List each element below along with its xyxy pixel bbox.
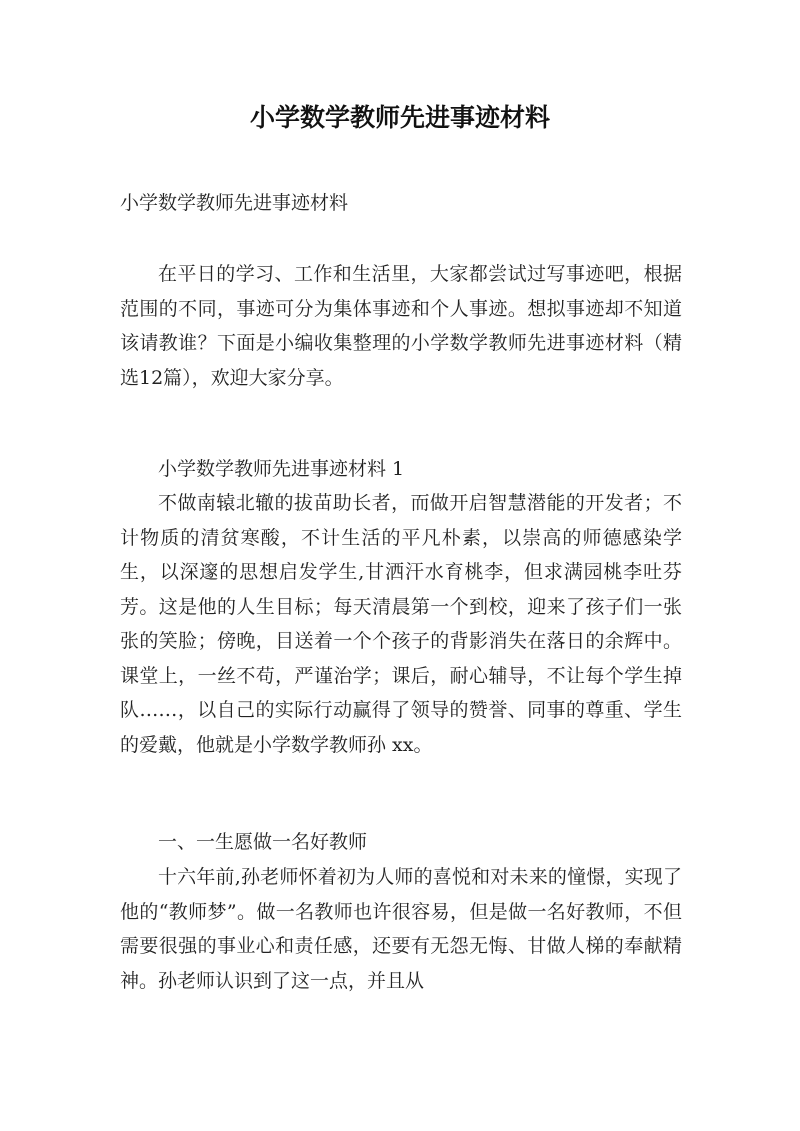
- intro-paragraph: 在平日的学习、工作和生活里，大家都尝试过写事迹吧，根据范围的不同，事迹可分为集体事迹和个人事迹。想拟事迹却不知道该请教谁？下面是小编收集整理的小学数学教师先进事迹材料（精选12篇），欢迎大家分享。: [120, 263, 682, 389]
- document-subtitle: 小学数学教师先进事迹材料: [120, 192, 349, 214]
- subsection-paragraph: 十六年前,孙老师怀着初为人师的喜悦和对未来的憧憬，实现了他的“教师梦”。做一名教师也许很容易，但是做一名好教师，不但需要很强的事业心和责任感，还要有无怨无悔、甘做人梯的奉献精神。孙老师认识到了这一点，并且从: [120, 866, 682, 992]
- subsection-heading: 一、一生愿做一名好教师: [158, 831, 368, 853]
- document-title: 小学数学教师先进事迹材料: [249, 103, 550, 132]
- section-paragraph: 不做南辕北辙的拔苗助长者，而做开启智慧潜能的开发者；不计物质的清贫寒酸，不计生活的平凡朴素，以崇高的师德感染学生，以深邃的思想启发学生,甘洒汗水育桃李，但求满园桃李吐芬芳。这是他的人生目标；每天清晨第一个到校，迎来了孩子们一张张的笑脸；傍晚，目送着一个个孩子的背影消失在落日的余辉中。课堂上，一丝不苟，严谨治学；课后，耐心辅导，不让每个学生掉队……，以自己的实际行动赢得了领导的赞誉、同事的尊重、学生的爱戴，他就是小学数学教师孙 xx。: [120, 492, 682, 756]
- section-heading: 小学数学教师先进事迹材料 1: [158, 458, 405, 480]
